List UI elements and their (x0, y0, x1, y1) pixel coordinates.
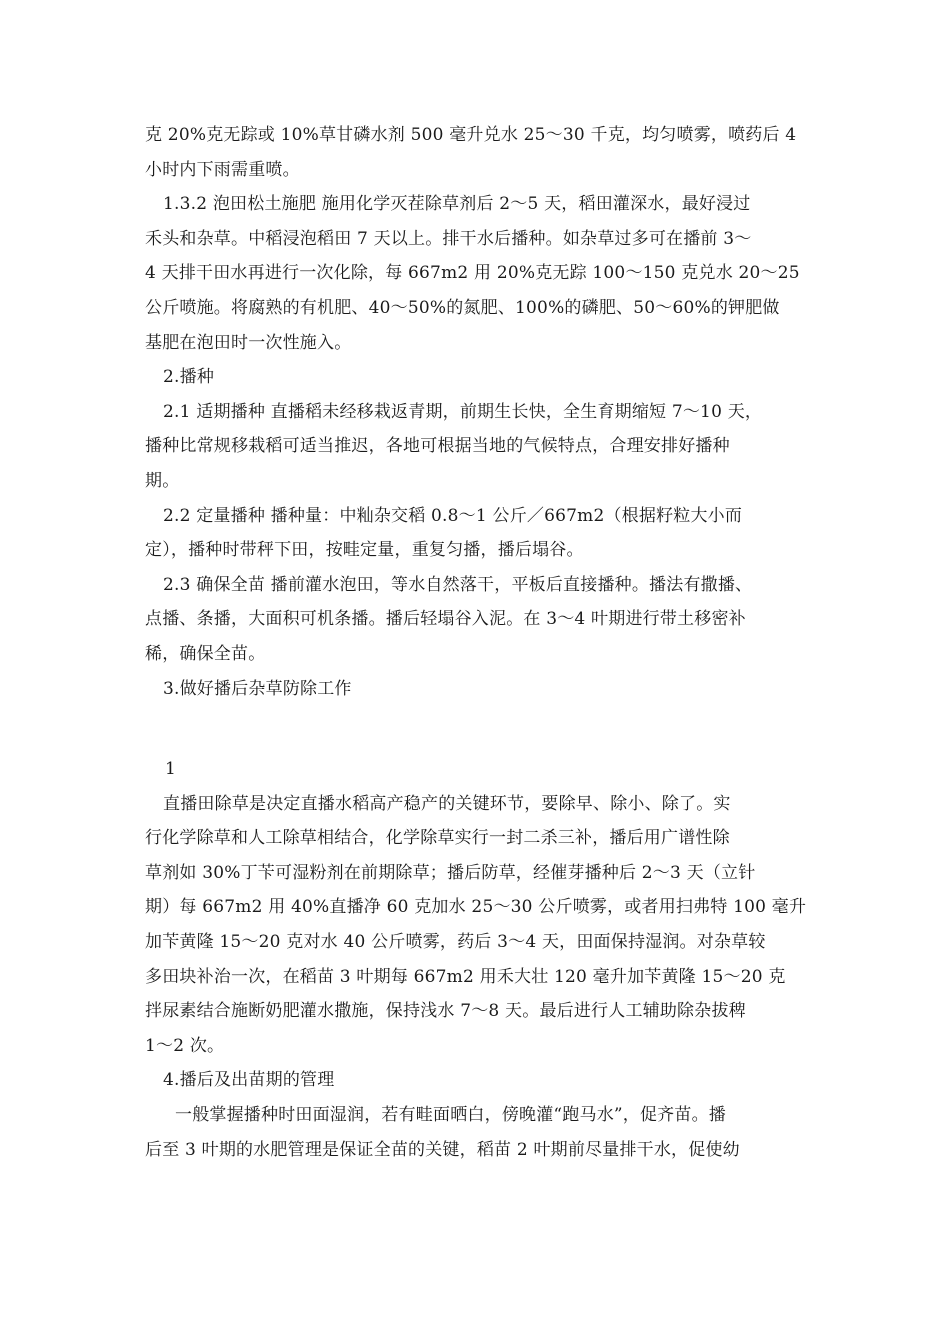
text-line: 播种比常规移栽稻可适当推迟，各地可根据当地的气候特点，合理安排好播种 (145, 436, 730, 457)
text-line: 直播田除草是决定直播水稻高产稳产的关键环节，要除早、除小、除了。实 (163, 793, 731, 814)
text-line: 2.播种 (163, 367, 215, 388)
text-line: 2.2 定量播种 播种量：中籼杂交稻 0.8～1 公斤／667m2（根据籽粒大小而 (163, 505, 743, 526)
text-line: 小时内下雨需重喷。 (145, 159, 300, 180)
text-line: 多田块补治一次，在稻苗 3 叶期每 667m2 用禾大壮 120 毫升加苄黄隆 15～20 克 (145, 966, 786, 987)
text-line: 4.播后及出苗期的管理 (163, 1070, 335, 1091)
text-line: 稀，确保全苗。 (145, 643, 266, 664)
text-line: 定），播种时带秤下田，按畦定量，重复匀播，播后塌谷。 (145, 540, 584, 561)
text-line: 加苄黄隆 15～20 克对水 40 公斤喷雾，药后 3～4 天，田面保持湿润。对杂草较 (145, 932, 766, 953)
text-line: 拌尿素结合施断奶肥灌水撒施，保持浅水 7～8 天。最后进行人工辅助除杂拔稗 (145, 1001, 746, 1022)
text-line: 禾头和杂草。中稻浸泡稻田 7 天以上。排干水后播种。如杂草过多可在播前 3～ (145, 228, 752, 249)
text-line: 3.做好播后杂草防除工作 (163, 678, 352, 699)
text-line: 草剂如 30%丁苄可湿粉剂在前期除草；播后防草，经催芽播种后 2～3 天（立针 (145, 862, 756, 883)
page-number: 1 (165, 759, 176, 780)
text-line: 4 天排干田水再进行一次化除，每 667m2 用 20%克无踪 100～150 克兑水 20～25 (145, 263, 800, 284)
text-line: 克 20%克无踪或 10%草甘磷水剂 500 毫升兑水 25～30 千克，均匀喷雾，喷药后 4 (145, 125, 797, 145)
text-line: 一般掌握播种时田面湿润，若有畦面晒白，傍晚灌“跑马水”，促齐苗。播 (175, 1105, 726, 1126)
text-line: 点播、条播，大面积可机条播。播后轻塌谷入泥。在 3～4 叶期进行带土移密补 (145, 609, 746, 630)
blank-gap (145, 706, 815, 752)
text-line: 1.3.2 泡田松土施肥 施用化学灭茬除草剂后 2～5 天，稻田灌深水，最好浸过 (163, 194, 751, 215)
document-body (145, 118, 815, 1167)
section-before-page-number (145, 118, 815, 706)
text-line: 2.3 确保全苗 播前灌水泡田，等水自然落干，平板后直接播种。播法有撒播、 (163, 574, 753, 595)
text-line: 2.1 适期播种 直播稻未经移栽返青期，前期生长快，全生育期缩短 7～10 天， (163, 401, 763, 422)
text-line: 期）每 667m2 用 40%直播净 60 克加水 25～30 公斤喷雾，或者用扫弗特 100 毫升 (145, 897, 807, 918)
section-after-page-number (145, 787, 815, 1168)
text-line: 1～2 次。 (145, 1035, 225, 1056)
text-line: 公斤喷施。将腐熟的有机肥、40～50%的氮肥、100%的磷肥、50～60%的钾肥做 (145, 297, 780, 318)
text-line: 行化学除草和人工除草相结合，化学除草实行一封二杀三补，播后用广谱性除 (145, 828, 730, 849)
text-line: 后至 3 叶期的水肥管理是保证全苗的关键，稻苗 2 叶期前尽量排干水，促使幼 (145, 1139, 740, 1160)
text-line: 期。 (145, 470, 180, 491)
text-line: 基肥在泡田时一次性施入。 (145, 332, 352, 353)
